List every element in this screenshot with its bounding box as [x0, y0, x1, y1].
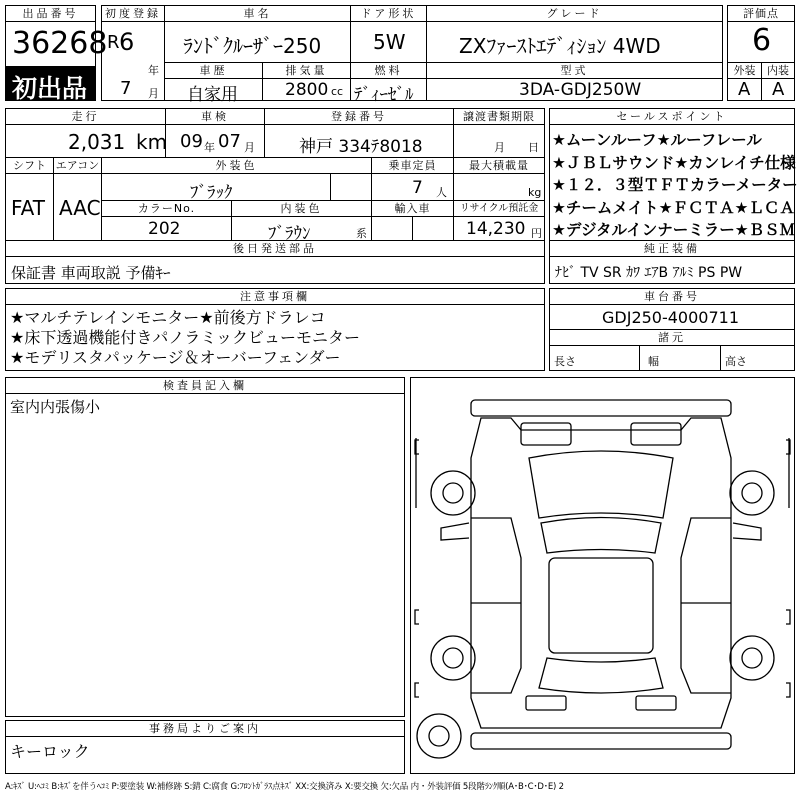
year-unit: 年	[148, 64, 159, 77]
transfer-deadline-box	[453, 124, 545, 158]
car-damage-diagram	[411, 378, 794, 773]
equipment-label: 純正装備	[549, 240, 795, 257]
interior-color-label: 内装色	[231, 200, 372, 217]
model-code-box	[426, 78, 723, 101]
fuel-label: 燃料	[350, 62, 427, 79]
caution-item: ★床下透過機能付きパノラミックビューモニター	[10, 328, 361, 347]
width-label: 幅	[648, 355, 659, 368]
length-box	[549, 345, 640, 371]
import-box-right	[412, 216, 454, 241]
lot-number-box	[5, 21, 108, 67]
damage-diagram-box	[410, 377, 795, 774]
transfer-day-unit: 日	[528, 141, 539, 154]
specs-label: 諸元	[549, 329, 795, 346]
shift-box	[5, 173, 54, 241]
first-registration-box	[101, 21, 165, 101]
mileage-label: 走行	[5, 108, 166, 125]
interior-grade-label: 内装	[761, 62, 795, 79]
score-box	[727, 21, 795, 63]
max-load-box	[453, 173, 545, 201]
inspection-label: 車検	[165, 108, 265, 125]
sales-point-item: ★１２．３型ＴＦＴカラーメーター	[552, 176, 798, 194]
exterior-color-label: 外装色	[101, 157, 372, 174]
exterior-grade: A	[738, 79, 751, 100]
caution-item: ★モデリスタパッケージ＆オーバーフェンダー	[10, 348, 341, 367]
lot-number: 36268	[12, 26, 108, 61]
cc-unit: cc	[331, 85, 344, 98]
grade-label: グレード	[426, 5, 723, 22]
aircon: AAC	[59, 196, 101, 220]
km-unit: km	[136, 130, 168, 154]
office-notice-label: 事務局よりご案内	[5, 720, 405, 737]
max-load-label: 最大積載量	[453, 157, 545, 174]
shift: FAT	[11, 196, 46, 220]
inspection-year-unit: 年	[204, 141, 215, 154]
color-number-box	[101, 216, 232, 241]
lot-number-label: 出品番号	[5, 5, 96, 22]
exterior-color-box	[101, 173, 331, 201]
recycle-label: リサイクル預託金	[453, 200, 545, 217]
length-label: 長さ	[554, 355, 576, 368]
interior-color: ﾌﾞﾗｳﾝ	[268, 224, 311, 244]
chassis-number: GDJ250-4000711	[602, 308, 740, 327]
capacity-unit: 人	[436, 186, 447, 199]
office-notice-box	[5, 736, 405, 774]
capacity: 7	[412, 178, 423, 198]
history-box	[164, 78, 263, 105]
month-unit: 月	[148, 87, 159, 100]
registration-number: 神戸 334ﾃ8018	[299, 137, 423, 157]
grade-box	[426, 21, 723, 63]
width-box	[639, 345, 721, 371]
capacity-box	[371, 173, 454, 201]
fuel-box	[350, 78, 427, 105]
import-label: 輸入車	[371, 200, 454, 217]
model-code-label: 型式	[426, 62, 723, 79]
exterior-grade-label: 外装	[727, 62, 762, 79]
sales-point-item: ★チームメイト★ＦＣＴＡ★ＬＣＡ	[552, 198, 795, 217]
later-parts-label: 後日発送部品	[5, 240, 545, 257]
history-label: 車歴	[164, 62, 263, 79]
history: 自家用	[187, 85, 238, 105]
car-name-box	[164, 21, 351, 63]
displacement-label: 排気量	[262, 62, 351, 79]
aircon-label: エアコン	[53, 157, 102, 174]
height-label: 高さ	[725, 355, 747, 368]
caution-label: 注意事項欄	[5, 288, 545, 305]
registration-number-box	[264, 124, 454, 158]
score-label: 評価点	[727, 5, 795, 22]
displacement-box	[262, 78, 351, 101]
chassis-number-box	[549, 304, 795, 330]
inspection-year: 09	[180, 131, 203, 152]
registration-year: 6	[119, 28, 135, 56]
inspector-note: 室内内張傷小	[10, 398, 101, 416]
equipment-box	[549, 256, 795, 284]
registration-number-label: 登録番号	[264, 108, 454, 125]
inspection-month-unit: 月	[244, 141, 255, 154]
shift-label: シフト	[5, 157, 54, 174]
capacity-label: 乗車定員	[371, 157, 454, 174]
first-listing-badge	[5, 67, 96, 101]
transfer-deadline-label: 譲渡書類期限	[453, 108, 545, 125]
exterior-color-extra	[330, 173, 372, 201]
aircon-box	[53, 173, 102, 241]
color-number-label: カラーNo.	[101, 200, 232, 217]
caution-item: ★マルチテレインモニター★前後方ドラレコ	[10, 308, 326, 327]
door-type: 5W	[373, 30, 406, 54]
exterior-grade-box	[727, 78, 762, 101]
sales-points-label: セールスポイント	[549, 108, 795, 125]
legend-text: A:ｷｽﾞ U:ﾍｺﾐ B:ｷｽﾞを伴うﾍｺﾐ P:要塗装 W:補修跡 S:錆 C:腐食 G:ﾌﾛﾝﾄｶﾞﾗｽ点ｷｽﾞ XX:交換済み X:要交換 欠:欠品 内・外装評価 5段階ﾗﾝｸ順(A･B･C･D･E) 2	[5, 782, 564, 792]
exterior-color: ﾌﾞﾗｯｸ	[190, 183, 233, 203]
interior-color-box	[231, 216, 372, 244]
later-parts-box	[5, 256, 545, 284]
first-listing-text: 初出品	[12, 74, 88, 103]
sales-point-item: ★デジタルインナーミラー★ＢＳＭ	[552, 221, 796, 239]
caution-box	[5, 304, 545, 371]
door-type-label: ドア形状	[350, 5, 427, 22]
recycle-fee: 14,230	[466, 219, 526, 239]
interior-grade: A	[772, 79, 785, 100]
interior-color-unit: 系	[356, 227, 367, 240]
car-name: ﾗﾝﾄﾞｸﾙｰｻﾞｰ250	[183, 34, 322, 58]
era: R	[107, 32, 120, 53]
kg-unit: kg	[528, 186, 542, 199]
inspector-notes-label: 検査員記入欄	[5, 377, 405, 394]
inspector-notes-box	[5, 393, 405, 717]
grade: ZXﾌｧｰｽﾄｴﾃﾞｨｼｮﾝ 4WD	[459, 34, 661, 58]
displacement: 2800	[285, 80, 329, 100]
first-registration-label: 初度登録	[101, 5, 165, 22]
registration-month: 7	[120, 78, 132, 99]
color-number: 202	[148, 219, 181, 239]
model-code: 3DA-GDJ250W	[519, 80, 642, 100]
chassis-number-label: 車台番号	[549, 288, 795, 305]
later-parts: 保証書 車両取説 予備ｷｰ	[11, 264, 171, 282]
recycle-box	[453, 216, 545, 241]
height-box	[720, 345, 795, 371]
door-type-box	[350, 21, 427, 63]
sales-point-item: ★ＪＢＬサウンド★カンレイチ仕様	[552, 153, 796, 172]
inspection-box	[165, 124, 265, 158]
mileage: 2,031	[68, 130, 126, 154]
score: 6	[752, 23, 772, 58]
office-note: キーロック	[10, 742, 90, 761]
transfer-month-unit: 月	[494, 141, 505, 154]
yen-unit: 円	[531, 227, 542, 240]
inspection-month: 07	[218, 131, 241, 152]
interior-grade-box	[761, 78, 795, 101]
import-box-left	[371, 216, 413, 241]
equipment: ﾅﾋﾞ TV SR ｶﾜ ｴｱB ｱﾙﾐ PS PW	[555, 265, 743, 281]
fuel: ﾃﾞｨｰｾﾞﾙ	[354, 85, 414, 105]
car-name-label: 車名	[164, 5, 351, 22]
sales-points-box	[549, 124, 798, 241]
sales-point-item: ★ムーンルーフ★ルーフレール	[552, 131, 762, 149]
mileage-box	[5, 124, 166, 158]
